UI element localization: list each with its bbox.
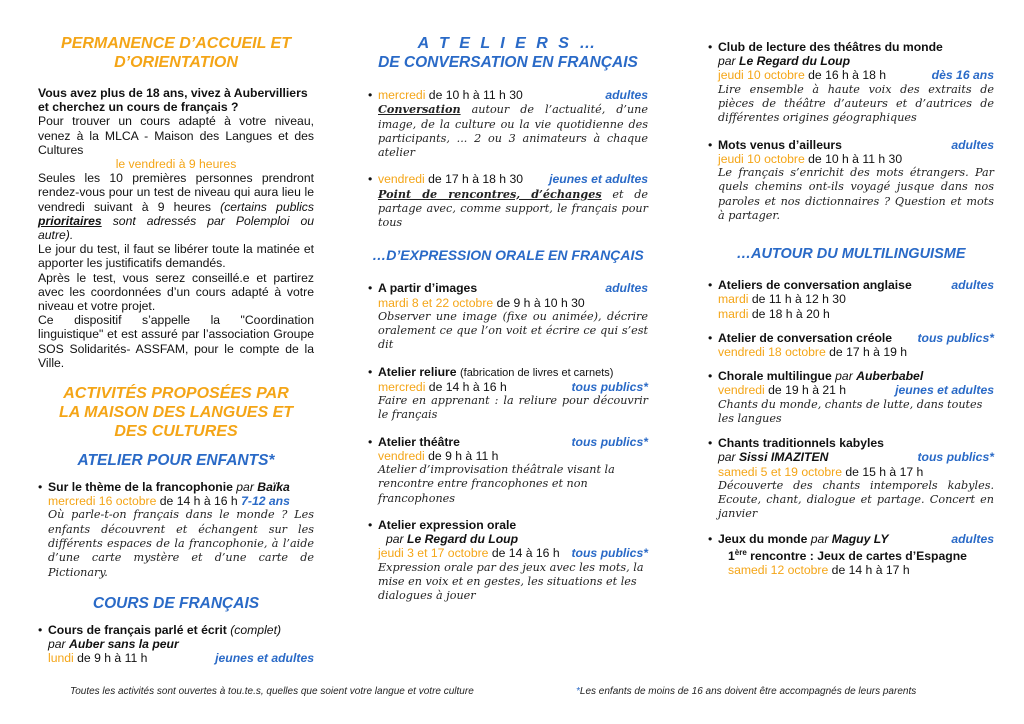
- footer-right-note: *Les enfants de moins de 16 ans doivent être accompagnés de leurs parents: [576, 686, 917, 697]
- permanence-date: le vendredi à 9 heures: [115, 157, 237, 172]
- list-item-francophonie: • Sur le thème de la francophonie par Baïka mercredi 16 octobre de 14 h à 16 h 7-12 ans Où parle-t-on français dans le monde ? Les enfants découvrent et échangent sur les différents espaces de la francophonie, à l’aide d’une carte mystère et d’une carte de Pictionary.: [38, 480, 314, 579]
- bullet-icon: •: [368, 518, 373, 533]
- activities-title-line1: ACTIVITÉS PROPOSÉES PAR: [63, 385, 289, 403]
- permanence-title-line2: D’ORIENTATION: [114, 54, 238, 71]
- activities-title-line2: LA MAISON DES LANGUES ET: [58, 404, 294, 422]
- list-item-creole: • Atelier de conversation créole tous publics* vendredi 18 octobre de 17 h à 19 h: [708, 330, 994, 359]
- list-item-chorale: • Chorale multilingue par Auberbabel vendredi de 19 h à 21 h jeunes et adultes Chants du monde, chants de lutte, dans toutes les langues: [708, 369, 994, 425]
- list-item-conversation-mercredi: • mercredi de 10 h à 11 h 30 adultes Conversation autour de l’actualité, d’une image, de la culture ou la vie quotidienne des participants, ... 2 ou 3 animateurs à chaque atelier: [368, 88, 648, 160]
- list-item-images: • A partir d’images adultes mardi 8 et 22 octobre de 9 h à 10 h 30 Observer une image (fixe ou animée), décrire oralement ce que l’on voit et écrire ce qui s’est dit: [368, 281, 648, 352]
- dispositif-paragraph: Ce dispositif s’appelle la "Coordination linguistique" et est assuré par l’association Groupe SOS Solidarités- ASSFAM, pour le compte de la Ville.: [38, 313, 314, 370]
- column-middle: [368, 34, 648, 604]
- after-test-paragraph: Après le test, vous serez conseillé.e et partirez avec les coordonnées d’un cours adapté à votre niveau et votre projet.: [38, 270, 314, 314]
- bullet-icon: •: [708, 436, 713, 451]
- permanence-title-line1: PERMANENCE D’ACCUEIL ET: [61, 35, 291, 52]
- multilinguisme-title: …AUTOUR DU MULTILINGUISME: [736, 246, 966, 263]
- list-item-conversation-vendredi: • vendredi de 17 h à 18 h 30 jeunes et adultes Point de rencontres, d’échanges et de partage avec, comme support, le français pour tous: [368, 172, 648, 230]
- bullet-icon: •: [368, 281, 373, 296]
- footer-left-note: Toutes les activités sont ouvertes à tou.te.s, quelles que soient votre langue et votre culture: [70, 686, 474, 697]
- column-left: [38, 34, 314, 666]
- intro-paragraph: Pour trouver un cours adapté à votre niveau, venez à la MLCA - Maison des Langues et des Cultures: [38, 114, 314, 157]
- list-item-cours: • Cours de français parlé et écrit (complet) par Auber sans la peur lundi de 9 h à 11 h jeunes et adultes: [38, 622, 314, 666]
- column-right: [708, 40, 994, 577]
- list-item-mots-venus: • Mots venus d’ailleurs adultes jeudi 10 octobre de 10 h à 11 h 30 Le français s’enrichit des mots étrangers. Par quels chemins ont-ils voyagé jusque dans nos paroles et nos dictionnaires ? Question et mots à partager.: [708, 137, 994, 222]
- list-item-kabyles: • Chants traditionnels kabyles par Sissi IMAZITEN tous publics* samedi 5 et 19 octobre de 15 h à 17 h Découverte des chants intemporels kabyles. Ecoute, chant, dialogue et partage. Concert en janvier: [708, 436, 994, 521]
- bullet-icon: •: [708, 40, 713, 54]
- bullet-icon: •: [368, 88, 373, 102]
- bullet-icon: •: [708, 531, 713, 546]
- ateliers-title: A T E L I E R S …: [417, 35, 599, 52]
- test-paragraph: Seules les 10 premières personnes prendront rendez-vous pour un test de niveau qui aura lieu le vendredi suivant à 9 heures (certains publics prioritaires sont adressés par Polemploi ou autre).: [38, 171, 314, 243]
- activities-title-line3: DES CULTURES: [114, 423, 238, 441]
- list-item-expression-orale: • Atelier expression orale par Le Regard du Loup jeudi 3 et 17 octobre de 14 à 16 h tous publics* Expression orale par des jeux avec les mots, la mise en voix et en gestes, les situations et les dialogues à jouer: [368, 518, 648, 603]
- bullet-icon: •: [368, 364, 373, 379]
- bullet-icon: •: [368, 172, 373, 187]
- question-line1: Vous avez plus de 18 ans, vivez à Aubervilliers: [38, 86, 308, 100]
- list-item-theatre: • Atelier théâtre tous publics* vendredi de 9 h à 11 h Atelier d’improvisation théâtrale visant la rencontre entre francophones et non francophones: [368, 434, 648, 505]
- list-item-club-lecture: • Club de lecture des théâtres du monde par Le Regard du Loup jeudi 10 octobre de 16 h à 18 h dès 16 ans Lire ensemble à haute voix des extraits de pièces de théâtre d’auteurs et d’autrices de différentes origines géographiques: [708, 40, 994, 125]
- bullet-icon: •: [708, 369, 713, 384]
- bullet-icon: •: [38, 622, 43, 637]
- bullet-icon: •: [708, 330, 713, 345]
- list-item-reliure: • Atelier reliure (fabrication de livres et carnets) mercredi de 14 h à 16 h tous publics* Faire en apprenant : la reliure pour découvrir le français: [368, 364, 648, 422]
- french-courses-title: COURS DE FRANÇAIS: [92, 594, 260, 612]
- question-line2: et cherchez un cours de français ?: [38, 100, 239, 115]
- bullet-icon: •: [708, 278, 713, 293]
- bullet-icon: •: [368, 434, 373, 449]
- list-item-jeux: • Jeux du monde par Maguy LY adultes 1ère rencontre : Jeux de cartes d’Espagne samedi 12 octobre de 14 h à 17 h: [708, 531, 994, 578]
- expression-title: …D’EXPRESSION ORALE EN FRANÇAIS: [372, 247, 644, 264]
- conversation-title: DE CONVERSATION EN FRANÇAIS: [378, 54, 638, 71]
- list-item-anglais: • Ateliers de conversation anglaise adultes mardi de 11 h à 12 h 30 mardi de 18 h à 20 h: [708, 278, 994, 321]
- children-workshop-title: ATELIER POUR ENFANTS*: [77, 452, 275, 470]
- test-day-paragraph: Le jour du test, il faut se libérer toute la matinée et apporter les justificatifs demandés.: [38, 242, 314, 271]
- francophonie-description: Où parle-t-on français dans le monde ? Les enfants découvrent et échangent sur les différents espaces de la francophonie, à l’aide d’une carte mystère et d’une carte de Pictionary.: [48, 508, 314, 579]
- bullet-icon: •: [708, 137, 713, 152]
- bullet-icon: •: [38, 480, 43, 495]
